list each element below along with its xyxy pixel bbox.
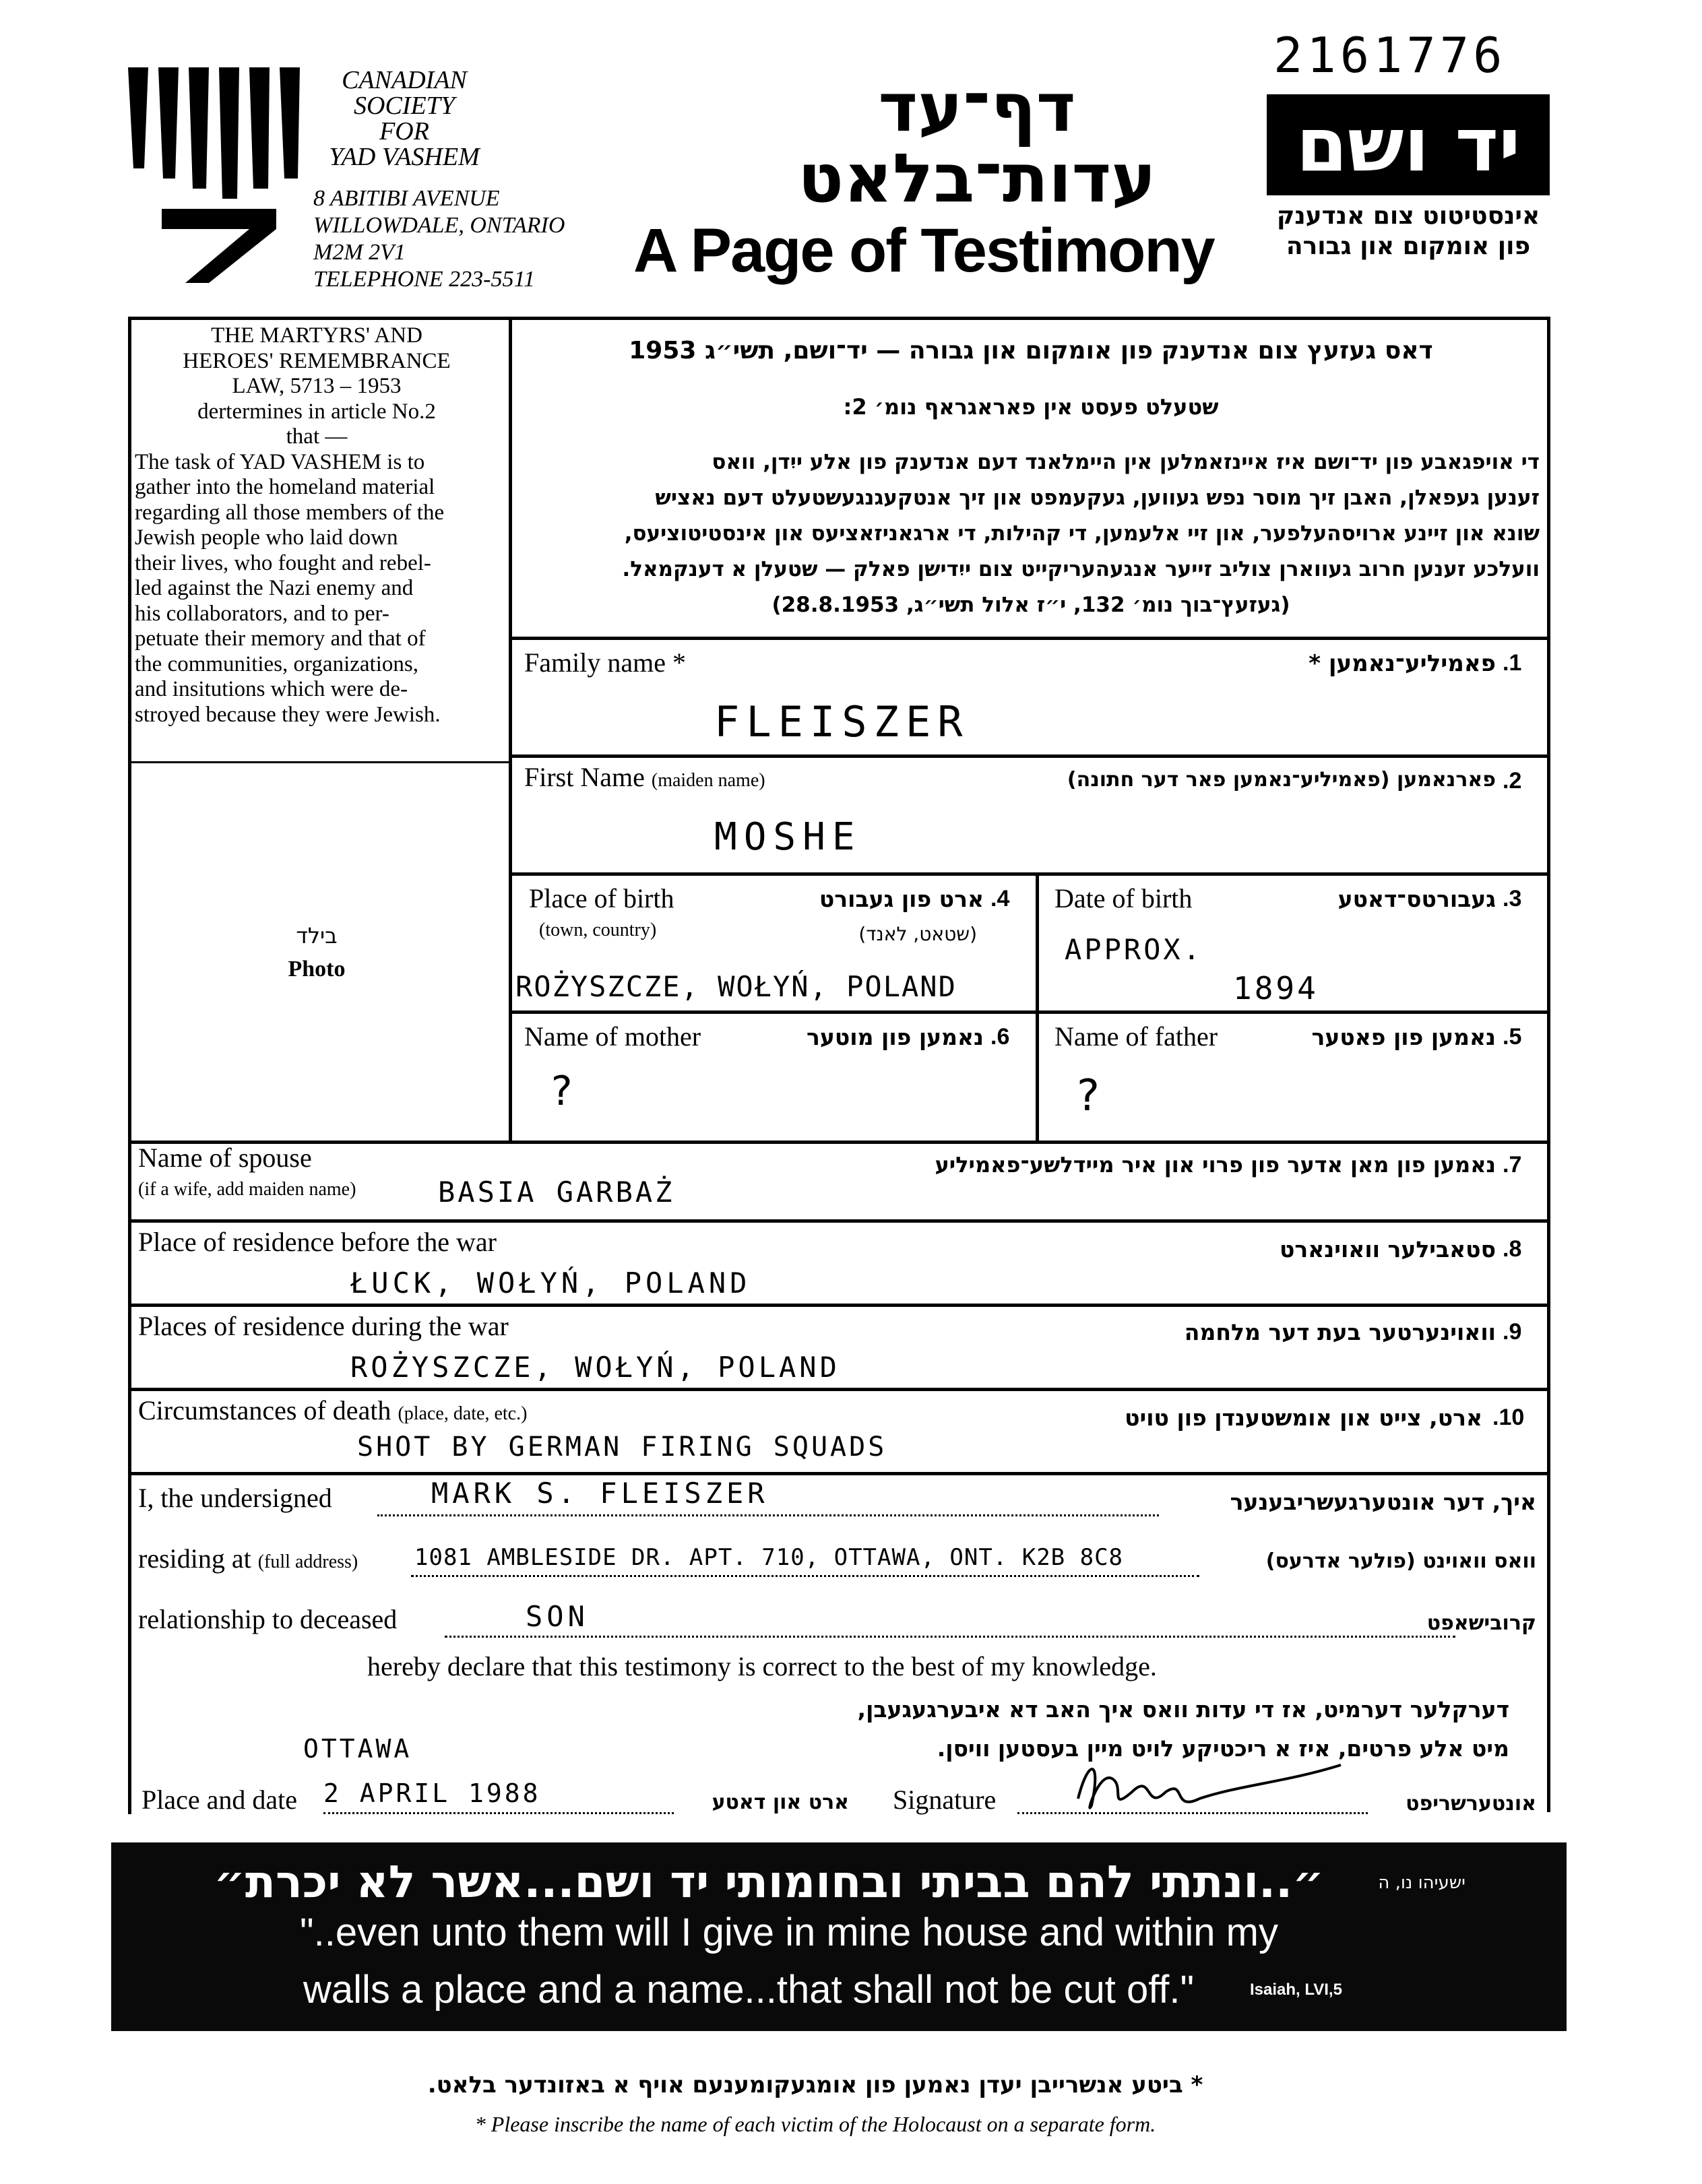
father-label: Name of father [1054,1021,1218,1052]
undersigned-hebrew: איך, דער אונטערגעשריבענער [1230,1489,1536,1515]
first-name-hebrew: פארנאמען (פאמיליע־נאמען פאר דער חתונה) [1067,768,1496,792]
place-of-birth-sublabel: (town, country) [539,920,657,940]
signature-mark [1051,1752,1375,1826]
father-value[interactable]: ? [1075,1071,1108,1121]
undersigned-value[interactable]: MARK S. FLEISZER [431,1477,769,1510]
place-of-birth-hebrew: ארט פון געבורט [819,886,984,912]
place-date-hebrew: ארט און דאטע [712,1791,849,1814]
family-name-value[interactable]: FLEISZER [714,697,970,746]
yiddish-law-text: די אויפגאבע פון יד־ושם איז איינזאמלען אין היימלאנד דעם אנדענק פון אלע ייִדן, וואס זענען געפאלן, האבן זיך מוסר נפש געווען, געקעמפט און זיך אנטקעגנגעשטעלט דעם נאציש שונא און זיינע ארויסהעלפער, און זיי אלעמען, די קהילות, די ארגאניזאציעס און אינסטיטוציעס, וועלכע זענען חרוב געווארן צוליב זייער אנגעהעריקייט צום ייִדישן פאלק — שטעלן א דענקמאל. (געזעץ־בוך נומ׳ 132, י״ז אלול תשי״ג, 28.8.1953) [622,450,1540,617]
father-hebrew: נאמען פון פאטער [1311,1024,1496,1050]
residing-label: residing at (full address) [138,1543,358,1574]
residence-during-num: .9 [1503,1319,1522,1345]
place-value[interactable]: OTTAWA [303,1734,412,1764]
declaration-hebrew-2: מיט אלע פרטים, איז א ריכטיקע לויט מיין בעסטען וויסן. [937,1735,1509,1762]
family-name-num: .1 [1503,650,1522,676]
residing-value[interactable]: 1081 AMBLESIDE DR. APT. 710, OTTAWA, ONT. K2B 8C8 [414,1544,1124,1571]
mother-hebrew: נאמען פון מוטער [807,1024,984,1050]
banner-english-1: "..even unto them will I give in mine house and within my [300,1910,1278,1954]
residence-before-label: Place of residence before the war [138,1227,497,1257]
yiddish-law-heading: דאס געזעץ צום אנדענק פון אומקום און גבורה — יד־ושם, תשי״ג 1953 [629,337,1433,364]
banner-hebrew: ״..ונתתי להם בביתי ובחומותי יד ושם...אשר לא יכרת״ [214,1856,1324,1908]
banner-hebrew-ref: ישעיהו נו, ה [1378,1873,1465,1893]
photo-hebrew: בילד [296,923,338,949]
date-of-birth-label: Date of birth [1054,883,1193,913]
photo-label: Photo [288,957,346,982]
undersigned-label: I, the undersigned [138,1483,332,1513]
place-of-birth-num: .4 [990,886,1010,911]
spouse-hebrew: נאמען פון מאן אדער פון פרוי און איר מיידלשע־פאמיליע [935,1152,1496,1178]
first-name-num: .2 [1503,768,1522,794]
footer-english: * Please inscribe the name of each victim of the Holocaust on a separate form. [474,2112,1156,2136]
title-hebrew-1: דף־עד [878,68,1076,147]
first-name-label: First Name (maiden name) [524,762,765,792]
logo-subtitle-1: אינסטיטוט צום אנדענק [1276,202,1540,230]
place-of-birth-hebrew-sub: (שטאט, לאנד) [858,923,977,945]
residing-hebrew: וואס וואוינט (פולער אדרעס) [1265,1549,1536,1573]
residence-during-value[interactable]: ROŻYSZCZE, WOŁYŃ, POLAND [350,1351,840,1384]
relationship-label: relationship to deceased [138,1604,398,1634]
date-of-birth-value-1[interactable]: APPROX. [1065,933,1203,966]
declaration-text: hereby declare that this testimony is correct to the best of my knowledge. [367,1651,1157,1681]
father-num: .5 [1503,1024,1522,1050]
residence-during-hebrew: וואוינערטער בעת דער מלחמה [1184,1319,1496,1345]
spouse-label: Name of spouse [138,1143,312,1173]
mother-num: .6 [990,1024,1010,1050]
footer-hebrew: * ביטע אנשרייבן יעדן נאמען פון אומגעקומענעם אויף א באזונדער בלאט. [427,2071,1203,2098]
spouse-sublabel: (if a wife, add maiden name) [138,1179,356,1200]
circumstances-label: Circumstances of death (place, date, etc.) [138,1395,528,1425]
signature-label: Signature [893,1785,997,1815]
date-of-birth-num: .3 [1503,886,1522,911]
circumstances-hebrew: ארט, צייט און אומשטענדן פון טויט [1125,1405,1482,1431]
spouse-num: .7 [1503,1152,1522,1178]
circumstances-num: .10 [1492,1405,1525,1430]
residence-before-num: .8 [1503,1236,1522,1262]
relationship-hebrew: קרובישאפט [1426,1611,1536,1635]
title-hebrew-2: עדות־בלאט [798,139,1156,218]
signature-hebrew: אונטערשריפט [1406,1792,1536,1816]
banner-english-2: walls a place and a name...that shall not be cut off." [303,1968,1195,2012]
yiddish-law-subheading: שטעלט פעסט אין פאראגראף נומ׳ 2: [843,394,1219,420]
residence-before-value[interactable]: ŁUCK, WOŁYŃ, POLAND [350,1266,751,1299]
mother-value[interactable]: ? [549,1068,581,1115]
place-date-label: Place and date [141,1785,297,1815]
date-of-birth-value-2[interactable]: 1894 [1233,970,1319,1006]
declaration-hebrew-1: דערקלער דערמיט, אז די עדות וואס איך האב דא איבערגעגעבן, [857,1696,1509,1723]
society-name: CANADIAN SOCIETY FOR YAD VASHEM [329,66,480,171]
logo-subtitle-2: פון אומקום און גבורה [1286,232,1531,260]
spouse-value[interactable]: BASIA GARBAŻ [438,1176,675,1209]
residence-before-hebrew: סטאבילער וואוינארט [1280,1236,1496,1262]
mother-label: Name of mother [524,1021,701,1052]
circumstances-value[interactable]: SHOT BY GERMAN FIRING SQUADS [357,1432,887,1463]
banner-ref: Isaiah, LVI,5 [1250,1981,1342,1999]
society-address: 8 ABITIBI AVENUE WILLOWDALE, ONTARIO M2M 2V1 TELEPHONE 223-5511 [313,186,565,292]
form-number: 2161776 [1273,27,1507,84]
place-date-value[interactable]: 2 APRIL 1988 [323,1778,541,1808]
date-of-birth-hebrew: געבורטס־דאטע [1337,886,1496,912]
residence-during-label: Places of residence during the war [138,1311,509,1341]
place-of-birth-value[interactable]: ROŻYSZCZE, WOŁYŃ, POLAND [515,970,957,1003]
page-title: A Page of Testimony [633,216,1214,285]
first-name-value[interactable]: MOSHE [714,815,862,859]
family-name-hebrew: פאמיליע־נאמען * [1309,650,1496,677]
yad-vashem-logo: יד ושם [1267,94,1550,195]
family-name-label: Family name * [524,647,686,678]
law-box: THE MARTYRS' AND HEROES' REMEMBRANCE LAW, 5713 – 1953 dertermines in article No.2 that — The task of YAD VASHEM is to gather into the homeland material regarding all those members of the Jewish people who laid down their lives, who fought and rebel- led against the Nazi enemy and his collaborators, and to per- petuate their memory and that of the communities, organizations, and insitutions which were de- stroyed because they were Jewish. [135,323,451,727]
scripture-banner [111,1842,1567,2031]
place-of-birth-label: Place of birth [529,883,674,913]
menorah-logo-icon [121,61,310,290]
relationship-value[interactable]: SON [526,1600,589,1633]
